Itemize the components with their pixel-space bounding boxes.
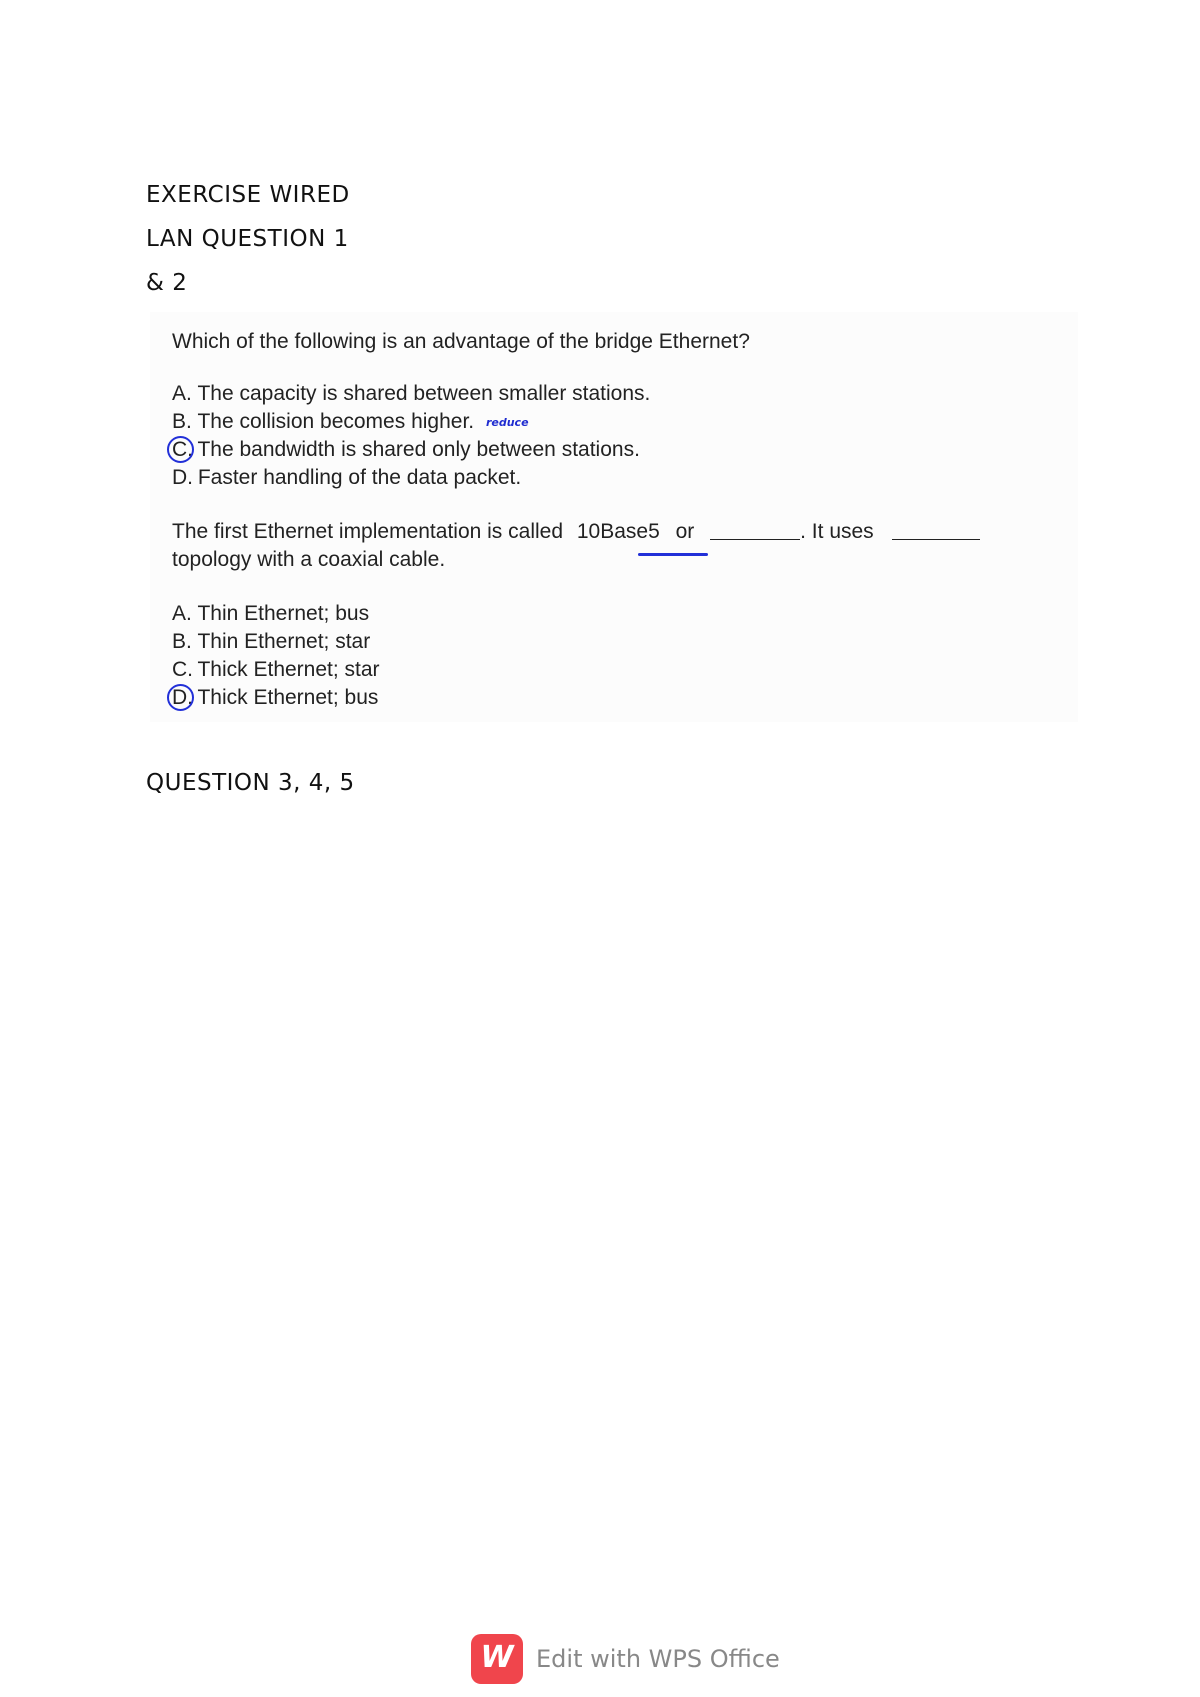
q1-option-b-text: The collision becomes higher. — [197, 410, 475, 433]
q1-option-c-letter-text: C. — [172, 438, 193, 461]
heading-and-2: & 2 — [146, 270, 188, 296]
question2-highlight: 10Base5 — [576, 520, 660, 543]
q1-option-c — [172, 438, 640, 462]
heading-question-3-4-5: QUESTION 3, 4, 5 — [146, 770, 355, 796]
wps-edit-link[interactable]: Edit with WPS Office — [536, 1645, 780, 1673]
heading-exercise-wired: EXERCISE WIRED — [146, 182, 350, 208]
question2-line2: topology with a coaxial cable. — [172, 548, 446, 571]
wps-logo-letter: W — [480, 1640, 514, 1675]
q2-option-d-text: Thick Ethernet; bus — [197, 686, 379, 709]
question2-text-part2: or — [675, 520, 695, 543]
q2-option-b-text: Thin Ethernet; star — [197, 630, 371, 653]
q1-option-b-letter: B. — [172, 410, 192, 433]
q1-option-a-letter: A. — [172, 382, 192, 405]
question2-line1 — [172, 520, 980, 544]
q2-option-d — [172, 686, 378, 710]
heading-lan-question: LAN QUESTION 1 — [146, 226, 349, 252]
q2-option-b — [172, 630, 370, 654]
q1-option-d-text: Faster handling of the data packet. — [197, 466, 522, 489]
q2-option-c-text: Thick Ethernet; star — [197, 658, 380, 681]
q2-option-d-letter — [172, 686, 192, 710]
question2-text-part1: The first Ethernet implementation is called — [172, 520, 564, 543]
q1-option-c-text: The bandwidth is shared only between stations. — [197, 438, 640, 461]
q2-option-a-text: Thin Ethernet; bus — [197, 602, 370, 625]
question2-text-part3: . It uses — [800, 520, 874, 543]
q1-option-a-text: The capacity is shared between smaller stations. — [197, 382, 651, 405]
q2-option-b-letter: B. — [172, 630, 192, 653]
q1-option-c-letter — [172, 438, 192, 462]
q1-option-a — [172, 382, 650, 406]
q2-option-a-letter: A. — [172, 602, 192, 625]
answer-circle-mark — [167, 684, 194, 711]
question1-text: Which of the following is an advantage of the bridge Ethernet? — [172, 330, 750, 353]
q2-option-c-letter: C. — [172, 658, 193, 681]
q2-option-c — [172, 658, 380, 682]
q1-option-d — [172, 466, 521, 490]
q1-option-b — [172, 410, 529, 434]
q2-option-d-letter-text: D. — [172, 686, 193, 709]
ink-underline — [638, 553, 708, 556]
answer-blank-2 — [892, 521, 980, 540]
q2-option-a — [172, 602, 369, 626]
q1-option-d-letter: D. — [172, 466, 193, 489]
scanned-questions — [150, 312, 1078, 722]
handwritten-note: reduce — [485, 416, 529, 429]
answer-circle-mark — [167, 436, 194, 463]
wps-logo-icon[interactable] — [471, 1634, 523, 1684]
answer-blank-1 — [710, 521, 800, 540]
